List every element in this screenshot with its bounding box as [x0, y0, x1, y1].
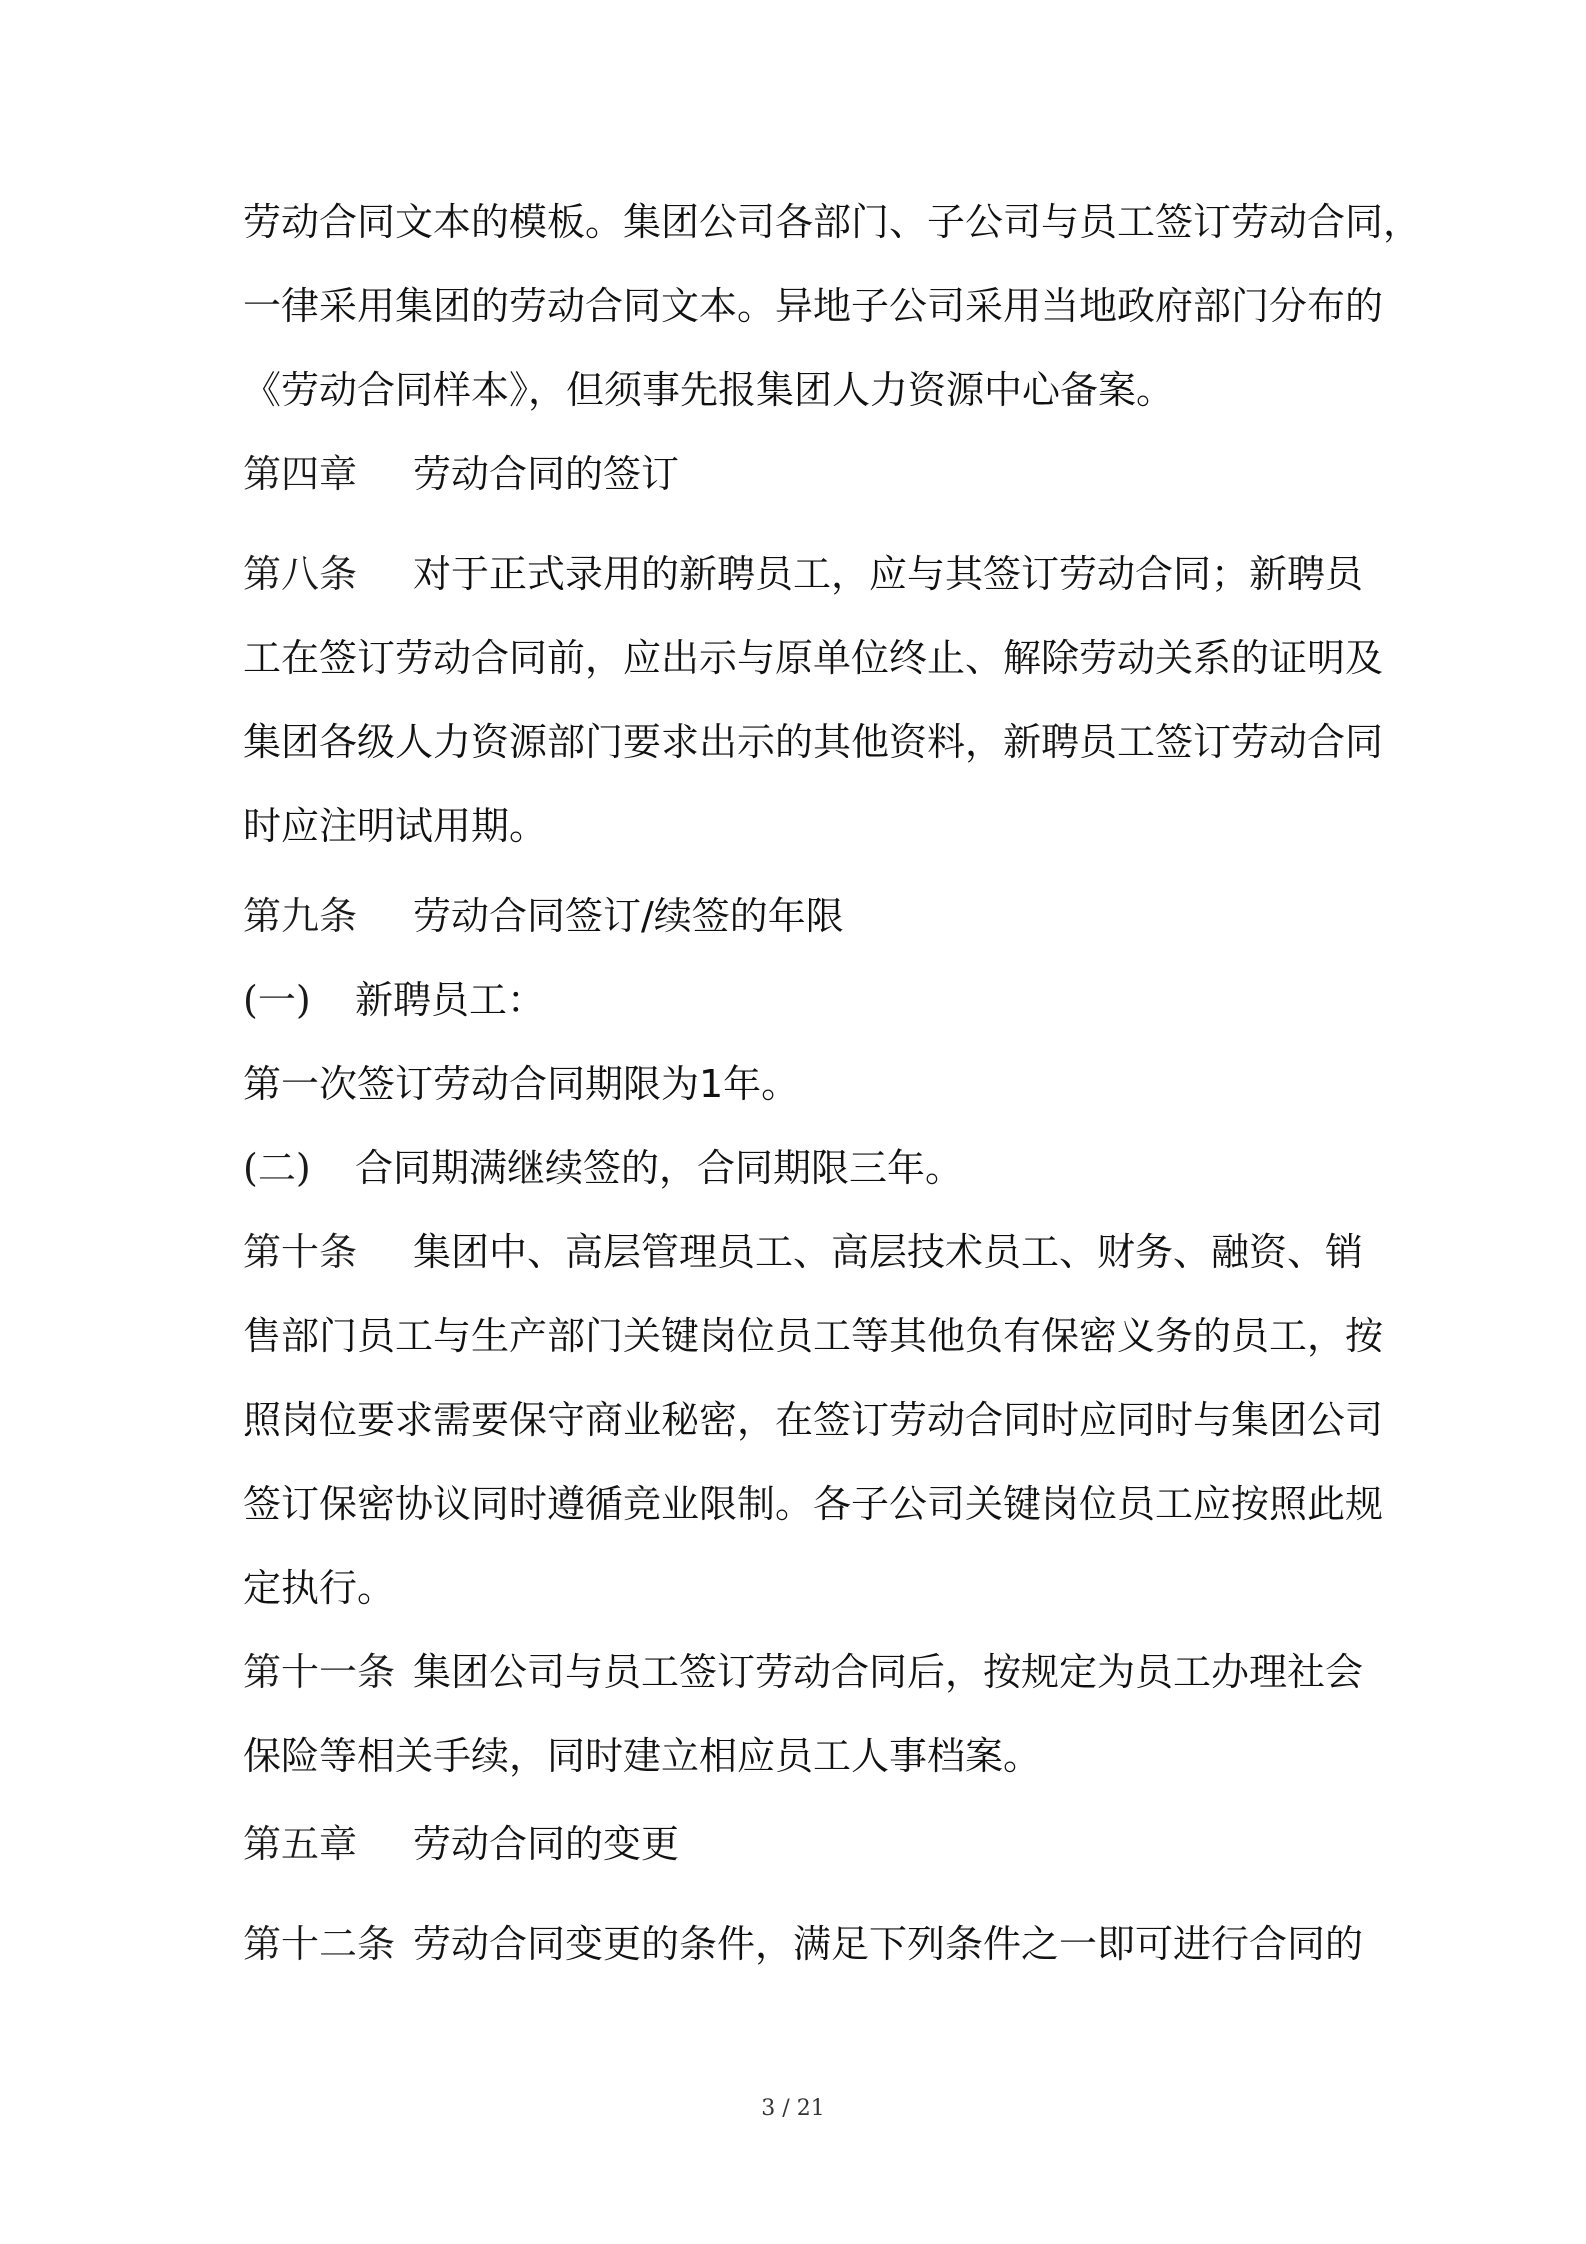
line-text: 合同期满继续签的，合同期限三年。 — [355, 1146, 964, 1190]
article-line — [243, 1918, 1363, 1970]
line-text: 照岗位要求需要保守商业秘密，在签订劳动合同时应同时与集团公司 — [243, 1398, 1384, 1442]
line-text: 《劳动合同样本》，但须事先报集团人力资源中心备案。 — [243, 368, 1175, 412]
text-line — [243, 364, 1363, 416]
line-text: 劳动合同文本的模板。集团公司各部门、子公司与员工签订劳动合同， — [243, 200, 1422, 244]
line-text: 一律采用集团的劳动合同文本。异地子公司采用当地政府部门分布的 — [243, 284, 1384, 328]
chapter-title: 劳动合同的变更 — [413, 1822, 680, 1866]
list-item-number: (一) — [243, 978, 311, 1022]
line-text: 保险等相关手续，同时建立相应员工人事档案。 — [243, 1734, 1042, 1778]
article-label: 第十二条 — [243, 1922, 396, 1966]
line-text: 售部门员工与生产部门关键岗位员工等其他负有保密义务的员工，按 — [243, 1314, 1384, 1358]
line-text: 工在签订劳动合同前，应出示与原单位终止、解除劳动关系的证明及 — [243, 636, 1384, 680]
line-text: 新聘员工： — [355, 978, 546, 1022]
line-text: 对于正式录用的新聘员工，应与其签订劳动合同；新聘员 — [413, 552, 1364, 596]
text-line — [243, 632, 1384, 684]
article-line — [243, 548, 1363, 600]
line-text: 集团中、高层管理员工、高层技术员工、财务、融资、销 — [413, 1230, 1364, 1274]
text-line — [243, 1478, 1384, 1530]
text-line — [243, 1310, 1384, 1362]
text-line — [243, 800, 1363, 852]
chapter-heading — [243, 1818, 1363, 1870]
list-item-number: (二) — [243, 1146, 311, 1190]
text-line — [243, 196, 1422, 248]
line-text: 签订保密协议同时遵循竞业限制。各子公司关键岗位员工应按照此规 — [243, 1482, 1384, 1526]
text-line — [243, 716, 1384, 768]
line-text: 定执行。 — [243, 1566, 396, 1610]
article-label: 第十条 — [243, 1230, 358, 1274]
chapter-label: 第五章 — [243, 1822, 358, 1866]
text-line — [243, 1562, 1363, 1614]
chapter-label: 第四章 — [243, 452, 358, 496]
list-item — [243, 974, 1363, 1026]
article-line — [243, 890, 1363, 942]
text-line — [243, 1730, 1363, 1782]
line-text: 第一次签订劳动合同期限为1年。 — [243, 1062, 800, 1106]
list-item — [243, 1142, 1363, 1194]
line-text: 时应注明试用期。 — [243, 804, 548, 848]
page-number: 3 / 21 — [761, 2096, 825, 2121]
text-line — [243, 1058, 1363, 1110]
article-label: 第十一条 — [243, 1650, 396, 1694]
chapter-title: 劳动合同的签订 — [413, 452, 680, 496]
article-line — [243, 1226, 1363, 1278]
line-text: 集团公司与员工签订劳动合同后，按规定为员工办理社会 — [413, 1650, 1364, 1694]
line-text: 集团各级人力资源部门要求出示的其他资料，新聘员工签订劳动合同 — [243, 720, 1384, 764]
line-text: 劳动合同变更的条件，满足下列条件之一即可进行合同的 — [413, 1922, 1364, 1966]
article-label: 第八条 — [243, 552, 358, 596]
article-line — [243, 1646, 1363, 1698]
text-line — [243, 1394, 1384, 1446]
chapter-heading — [243, 448, 1363, 500]
line-text: 劳动合同签订/续签的年限 — [413, 894, 844, 938]
article-label: 第九条 — [243, 894, 358, 938]
text-line — [243, 280, 1384, 332]
